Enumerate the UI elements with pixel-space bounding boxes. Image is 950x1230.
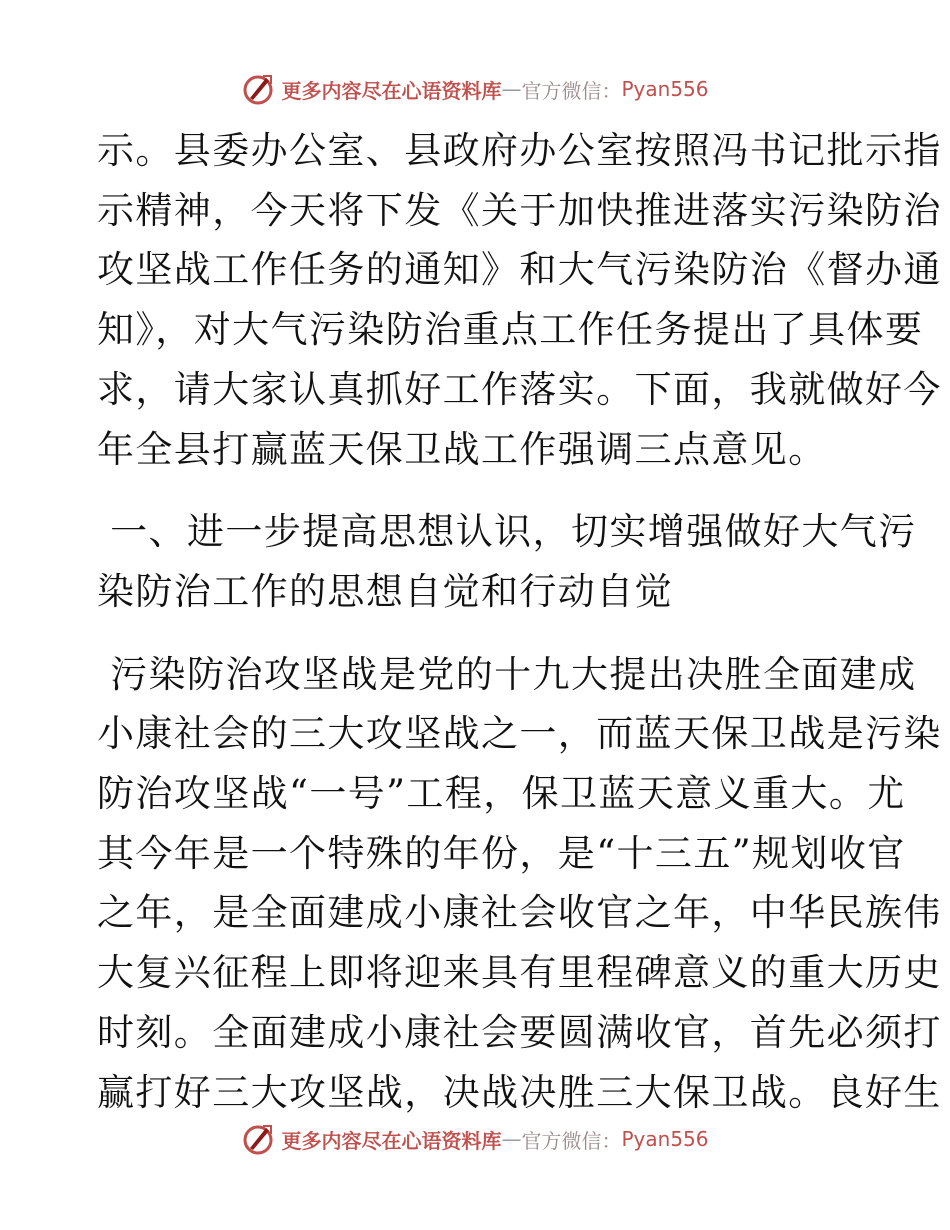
footer-banner bbox=[0, 1122, 950, 1156]
banner-brand: 更多内容尽在心语资料库 bbox=[281, 1128, 502, 1153]
banner-wechat-label: 官方微信： bbox=[521, 78, 622, 103]
text-line: 其今年是一个特殊的年份，是“十三五”规划收官 bbox=[97, 831, 906, 875]
text-line: 求，请大家认真抓好工作落实。下面，我就做好今 bbox=[97, 367, 942, 411]
banner-dash: — bbox=[501, 1127, 522, 1151]
section-heading-1 bbox=[97, 502, 917, 621]
document-body bbox=[97, 121, 942, 1122]
heading-line: 染防治工作的思想自觉和行动自觉 bbox=[97, 569, 673, 613]
text-line: 示。县委办公室、县政府办公室按照冯书记批示指 bbox=[97, 129, 942, 172]
text-line: 之年，是全面建成小康社会收官之年，中华民族伟 bbox=[97, 891, 942, 935]
text-line: 防治攻坚战“一号”工程，保卫蓝天意义重大。尤 bbox=[97, 772, 906, 816]
paragraph-1 bbox=[97, 121, 942, 479]
banner-dash: — bbox=[501, 77, 522, 101]
text-line: 大复兴征程上即将迎来具有里程碑意义的重大历史 bbox=[97, 951, 942, 995]
banner-wechat-id: Pyan556 bbox=[621, 77, 709, 101]
text-line: 知》，对大气污染防治重点工作任务提出了具体要 bbox=[97, 308, 924, 352]
banner-wechat-label: 官方微信： bbox=[521, 1128, 622, 1153]
text-line: 示精神，今天将下发《关于加快推进落实污染防治 bbox=[97, 188, 942, 232]
banner-wechat-id: Pyan556 bbox=[621, 1127, 709, 1151]
text-line: 时刻。全面建成小康社会要圆满收官，首先必须打 bbox=[97, 1010, 942, 1054]
text-line: 小康社会的三大攻坚战之一，而蓝天保卫战是污染 bbox=[97, 712, 942, 756]
text-line: 污染防治攻坚战是党的十九大提出决胜全面建成 bbox=[97, 652, 917, 696]
heading-line: 一、进一步提高思想认识，切实增强做好大气污 bbox=[97, 510, 917, 554]
text-line: 赢打好三大攻坚战，决战决胜三大保卫战。良好生 bbox=[97, 1070, 942, 1114]
text-line: 年全县打赢蓝天保卫战工作强调三点意见。 bbox=[97, 427, 827, 471]
text-line: 攻坚战工作任务的通知》和大气污染防治《督办通 bbox=[97, 248, 942, 292]
quill-pen-seal-icon bbox=[241, 1122, 275, 1156]
quill-pen-seal-icon bbox=[241, 72, 275, 106]
header-banner bbox=[0, 72, 950, 106]
banner-brand: 更多内容尽在心语资料库 bbox=[281, 78, 502, 103]
paragraph-2 bbox=[97, 645, 942, 1123]
